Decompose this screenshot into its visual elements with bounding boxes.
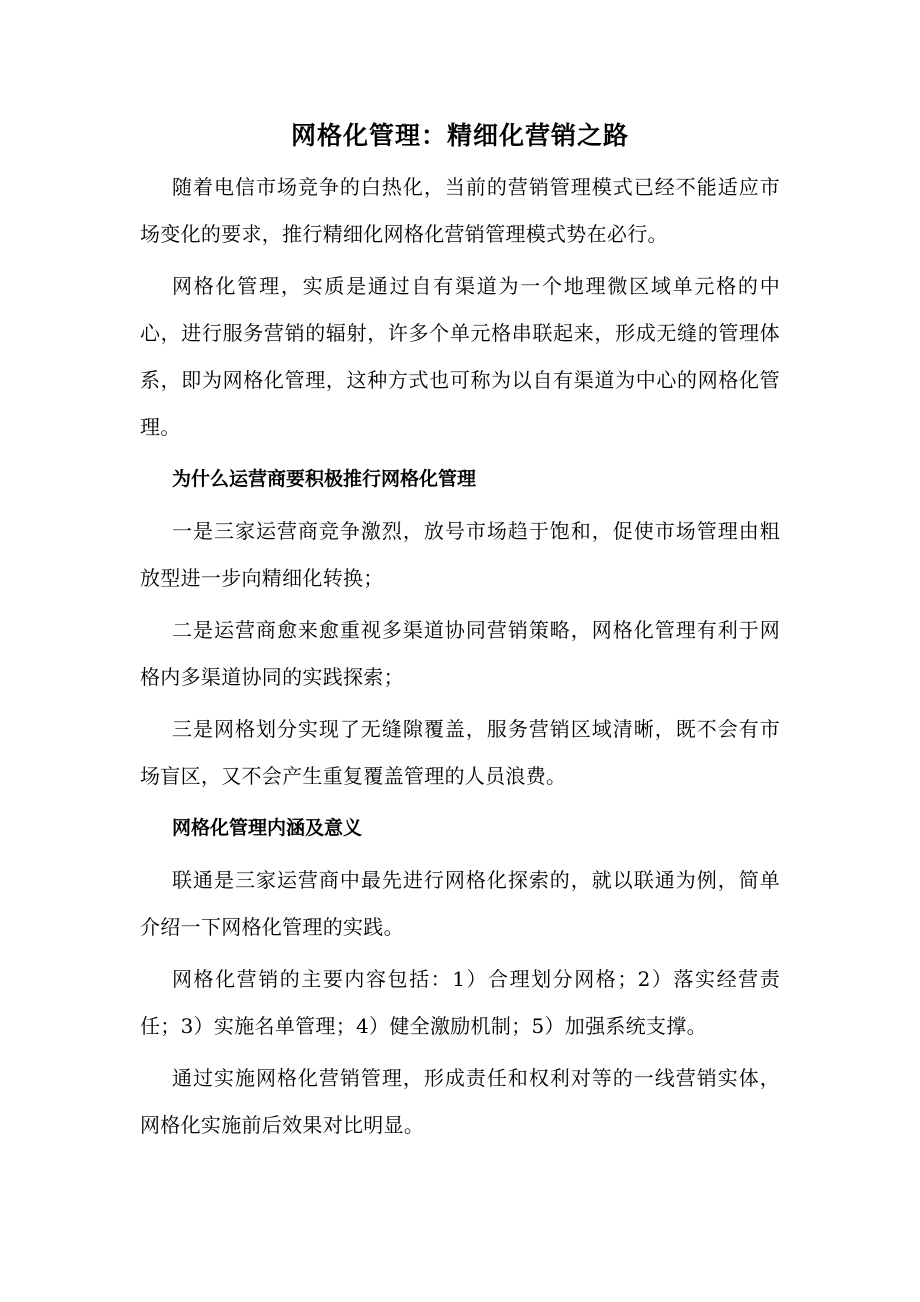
paragraph-reason-3: 三是网格划分实现了无缝隙覆盖，服务营销区域清晰，既不会有市场盲区，又不会产生重复覆盖管理的人员浪费。 bbox=[140, 717, 780, 788]
paragraph-unicom-example: 联通是三家运营商中最先进行网格化探索的，就以联通为例，简单介绍一下网格化管理的实践。 bbox=[140, 868, 780, 939]
paragraph-main-content: 网格化营销的主要内容包括：1）合理划分网格；2）落实经营责任；3）实施名单管理；4）健全激励机制；5）加强系统支撑。 bbox=[140, 967, 780, 1038]
paragraph-intro: 随着电信市场竞争的白热化，当前的营销管理模式已经不能适应市场变化的要求，推行精细化网格化营销管理模式势在必行。 bbox=[140, 175, 780, 246]
paragraph-effect: 通过实施网格化营销管理，形成责任和权利对等的一线营销实体，网格化实施前后效果对比明显。 bbox=[140, 1066, 780, 1137]
section-heading-why: 为什么运营商要积极推行网格化管理 bbox=[172, 468, 477, 490]
document-body bbox=[140, 164, 780, 1154]
paragraph-reason-1: 一是三家运营商竞争激烈，放号市场趋于饱和，促使市场管理由粗放型进一步向精细化转换； bbox=[140, 519, 780, 590]
paragraph-reason-2: 二是运营商愈来愈重视多渠道协同营销策略，网格化管理有利于网格内多渠道协同的实践探索； bbox=[140, 618, 780, 689]
document-title: 网格化管理：精细化营销之路 bbox=[290, 121, 629, 150]
section-heading-meaning: 网格化管理内涵及意义 bbox=[172, 817, 363, 839]
paragraph-definition: 网格化管理，实质是通过自有渠道为一个地理微区域单元格的中心，进行服务营销的辐射，许多个单元格串联起来，形成无缝的管理体系，即为网格化管理，这种方式也可称为以自有渠道为中心的网格化管理。 bbox=[140, 274, 780, 439]
